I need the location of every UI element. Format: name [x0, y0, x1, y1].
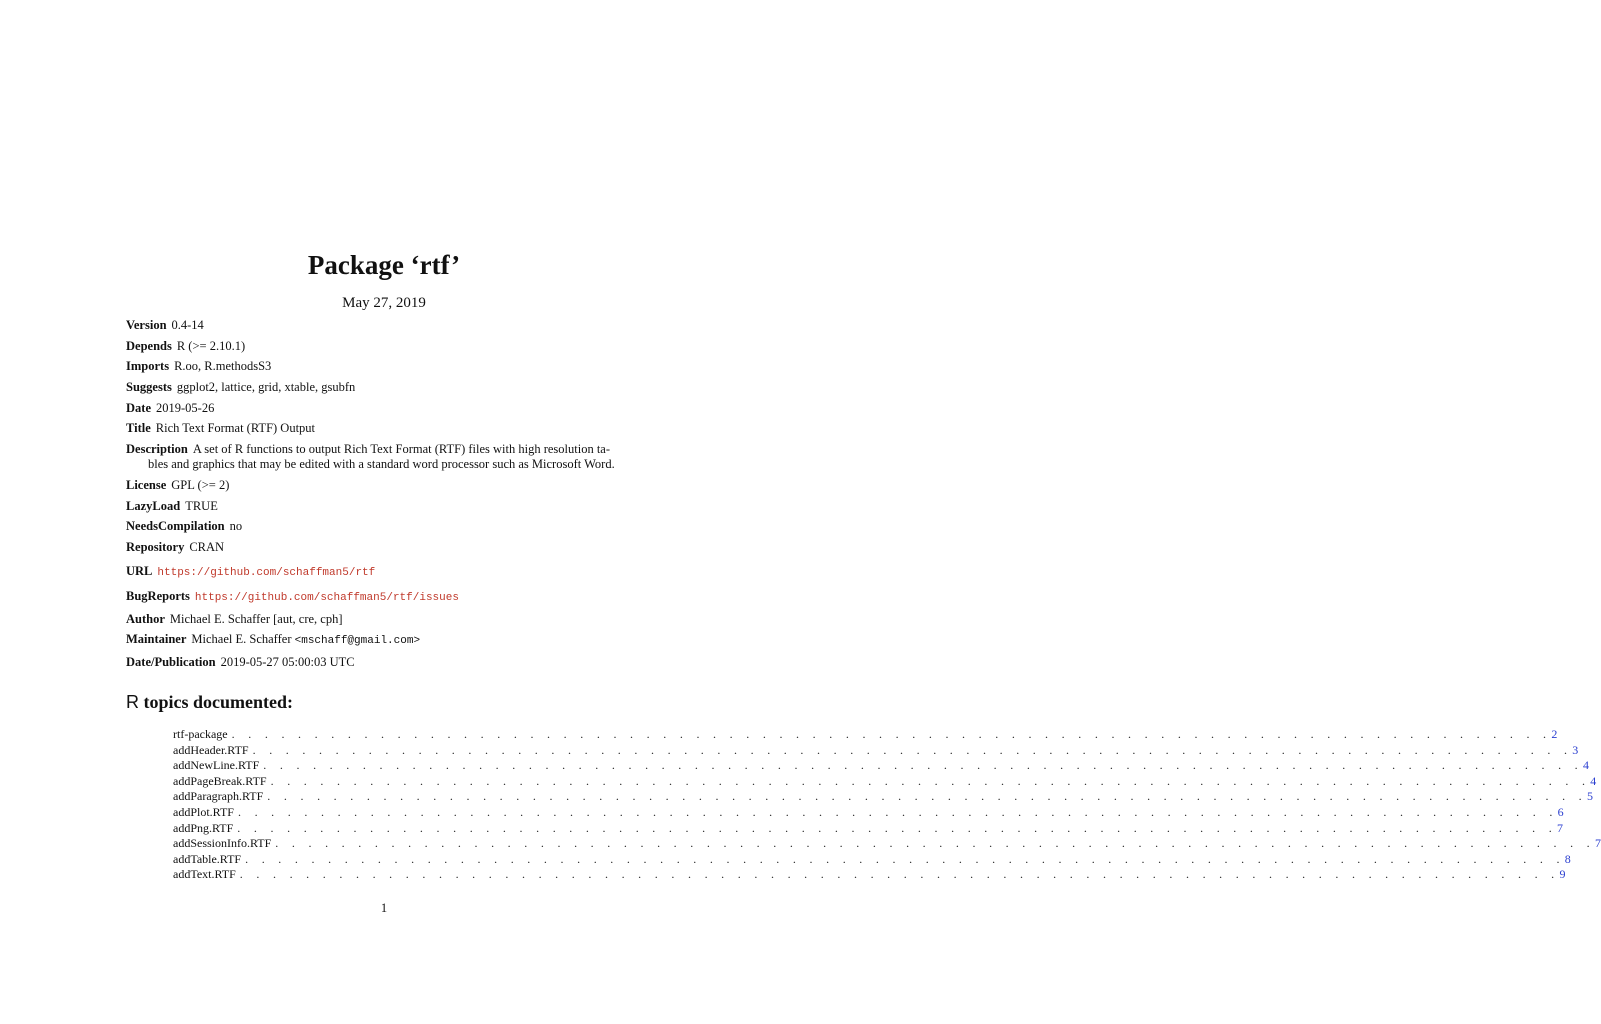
package-title: Package ‘rtf’	[307, 250, 461, 280]
toc-topic-name[interactable]: rtf-package	[173, 727, 228, 741]
field-value: 0.4-14	[171, 318, 204, 332]
field-key: URL	[126, 563, 153, 578]
field-key: NeedsCompilation	[126, 519, 225, 534]
toc-page-link[interactable]: 6	[1557, 804, 1564, 819]
toc-page-link[interactable]: 7	[1594, 836, 1601, 851]
field-key: License	[126, 477, 167, 492]
toc-leader-dots: . . . . . . . . . . . . . . . . . . . . . . . . . . . . . . . . . . . . . . . . . . . . . . . . . . . . . . . . . . . . . . . . . . . . . . . . . . . . . . . .	[270, 773, 1591, 788]
field-title	[126, 421, 646, 436]
field-value: CRAN	[189, 539, 225, 554]
toc-row[interactable]	[173, 851, 1571, 868]
field-key: Title	[126, 421, 151, 436]
toc-page-link[interactable]: 4	[1582, 758, 1589, 773]
toc-leader-dots: . . . . . . . . . . . . . . . . . . . . . . . . . . . . . . . . . . . . . . . . . . . . . . . . . . . . . . . . . . . . . . . . . . . . . . . . . . . . . . . .	[267, 789, 1587, 804]
field-author	[126, 612, 646, 627]
field-imports	[126, 359, 646, 374]
field-key: Author	[126, 611, 165, 626]
field-value: R.oo, R.methodsS3	[174, 359, 272, 374]
toc-topic-name[interactable]: addTable.RTF	[173, 851, 242, 866]
toc-leader-dots: . . . . . . . . . . . . . . . . . . . . . . . . . . . . . . . . . . . . . . . . . . . . . . . . . . . . . . . . . . . . . . . . . . . . . . . . . . . . . . . .	[231, 727, 1552, 741]
table-of-contents	[173, 727, 1601, 883]
field-key: Imports	[126, 359, 170, 374]
toc-leader-dots: . . . . . . . . . . . . . . . . . . . . . . . . . . . . . . . . . . . . . . . . . . . . . . . . . . . . . . . . . . . . . . . . . . . . . . . . . . . . . . . .	[275, 836, 1595, 851]
toc-topic-name[interactable]: addPng.RTF	[173, 820, 234, 835]
field-key: BugReports	[126, 588, 190, 603]
field-value: Michael E. Schaffer [aut, cre, cph]	[169, 611, 343, 626]
toc-topic-name[interactable]: addParagraph.RTF	[173, 789, 264, 804]
field-repository	[126, 540, 646, 555]
toc-topic-name[interactable]: addSessionInfo.RTF	[173, 836, 272, 851]
field-bugreports	[126, 589, 646, 606]
section-heading-title: topics documented:	[143, 692, 293, 712]
field-value: 2019-05-26	[156, 400, 215, 415]
field-key: Date	[126, 400, 151, 415]
toc-topic-name[interactable]: addPlot.RTF	[173, 804, 234, 819]
toc-row[interactable]	[173, 804, 1564, 821]
toc-row[interactable]	[173, 820, 1563, 837]
field-key: Repository	[126, 539, 185, 554]
field-value: TRUE	[185, 498, 218, 513]
package-date: May 27, 2019	[342, 295, 426, 311]
field-needscompilation	[126, 519, 646, 534]
toc-page-link[interactable]: 8	[1564, 851, 1571, 866]
field-value: no	[229, 519, 243, 534]
toc-topic-name[interactable]: addText.RTF	[173, 867, 236, 882]
toc-topic-name[interactable]: addPageBreak.RTF	[173, 773, 267, 788]
field-maintainer	[126, 632, 646, 649]
toc-row[interactable]	[173, 773, 1597, 790]
page-number: 1	[380, 901, 388, 915]
field-version	[126, 318, 646, 333]
field-value: Rich Text Format (RTF) Output	[155, 421, 316, 436]
description-fields	[126, 318, 646, 676]
toc-page-link[interactable]: 4	[1590, 773, 1597, 788]
field-key: Depends	[126, 338, 172, 353]
field-value: 2019-05-27 05:00:03 UTC	[220, 654, 355, 669]
toc-leader-dots: . . . . . . . . . . . . . . . . . . . . . . . . . . . . . . . . . . . . . . . . . . . . . . . . . . . . . . . . . . . . . . . . . . . . . . . . . . . . . . . .	[237, 820, 1557, 835]
section-heading-prefix: R	[126, 692, 139, 712]
toc-leader-dots: . . . . . . . . . . . . . . . . . . . . . . . . . . . . . . . . . . . . . . . . . . . . . . . . . . . . . . . . . . . . . . . . . . . . . . . . . . . . . . . .	[245, 851, 1565, 866]
field-value: R (>= 2.10.1)	[176, 338, 246, 353]
field-datepublication	[126, 655, 646, 670]
field-value-line2: bles and graphics that may be edited with a standard word processor such as Microsoft Word.	[148, 457, 615, 472]
toc-topic-name[interactable]: addNewLine.RTF	[173, 758, 260, 773]
field-key: LazyLoad	[126, 498, 181, 513]
field-key: Date/Publication	[126, 654, 216, 669]
toc-page-link[interactable]: 7	[1557, 820, 1563, 835]
field-depends	[126, 339, 646, 354]
toc-row[interactable]	[173, 758, 1589, 774]
field-lazyload	[126, 499, 646, 514]
toc-leader-dots: . . . . . . . . . . . . . . . . . . . . . . . . . . . . . . . . . . . . . . . . . . . . . . . . . . . . . . . . . . . . . . . . . . . . . . . . . . . . . . . .	[239, 867, 1560, 882]
field-key: Description	[126, 442, 188, 457]
maintainer-email: <mschaff@gmail.com>	[294, 635, 421, 648]
field-key: Maintainer	[126, 632, 187, 647]
toc-row[interactable]	[173, 836, 1601, 852]
field-license	[126, 478, 646, 493]
toc-page-link[interactable]: 2	[1551, 727, 1558, 741]
toc-leader-dots: . . . . . . . . . . . . . . . . . . . . . . . . . . . . . . . . . . . . . . . . . . . . . . . . . . . . . . . . . . . . . . . . . . . . . . . . . . . . . . . .	[263, 758, 1583, 773]
toc-row[interactable]	[173, 789, 1593, 805]
url-link[interactable]: https://github.com/schaffman5/rtf	[157, 566, 376, 579]
toc-row[interactable]	[173, 727, 1558, 743]
toc-page-link[interactable]: 9	[1559, 867, 1566, 882]
field-suggests	[126, 380, 646, 395]
field-date	[126, 401, 646, 416]
bugreports-link[interactable]: https://github.com/schaffman5/rtf/issues	[194, 591, 459, 604]
field-url	[126, 564, 646, 581]
toc-topic-name[interactable]: addHeader.RTF	[173, 742, 249, 757]
toc-page-link[interactable]: 5	[1586, 789, 1593, 804]
toc-leader-dots: . . . . . . . . . . . . . . . . . . . . . . . . . . . . . . . . . . . . . . . . . . . . . . . . . . . . . . . . . . . . . . . . . . . . . . . . . . . . . . . .	[237, 804, 1558, 819]
field-value: GPL (>= 2)	[171, 477, 230, 492]
field-description	[126, 442, 646, 472]
toc-row[interactable]	[173, 867, 1566, 883]
field-key: Suggests	[126, 380, 172, 395]
field-value: ggplot2, lattice, grid, xtable, gsubfn	[176, 380, 356, 395]
field-key: Version	[126, 318, 167, 332]
field-value-line1: A set of R functions to output Rich Text Format (RTF) files with high resolution ta-	[192, 442, 611, 457]
toc-row[interactable]	[173, 742, 1579, 759]
toc-page-link[interactable]: 3	[1572, 742, 1579, 757]
maintainer-name: Michael E. Schaffer	[191, 632, 292, 647]
section-heading	[126, 692, 293, 713]
toc-leader-dots: . . . . . . . . . . . . . . . . . . . . . . . . . . . . . . . . . . . . . . . . . . . . . . . . . . . . . . . . . . . . . . . . . . . . . . . . . . . . . . . .	[252, 742, 1573, 757]
